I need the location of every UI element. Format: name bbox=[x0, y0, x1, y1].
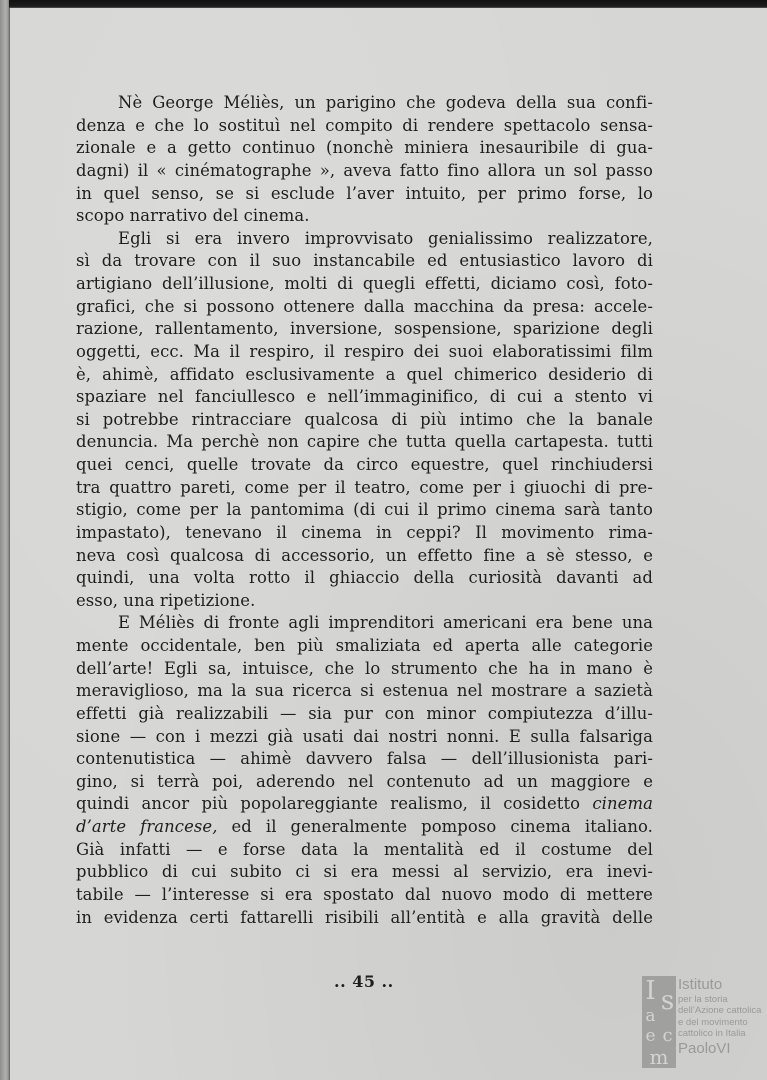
text-line: E Méliès di fronte agli imprenditori americani era bene una bbox=[118, 613, 653, 633]
text-line: mente occidentale, ben più smaliziata ed aperta alle categorie bbox=[76, 636, 653, 655]
paragraph bbox=[76, 612, 653, 929]
text-line: zionale e a getto continuo (nonchè miniera inesauribile di gua- bbox=[76, 138, 653, 158]
text-line: Egli si era invero improvvisato genialissimo realizzatore, bbox=[118, 228, 653, 248]
text-line: pubblico di cui subito ci si era messi al servizio, era inevi- bbox=[76, 862, 653, 882]
text-line: meraviglioso, ma la sua ricerca si estenua nel mostrare a sazietà bbox=[76, 681, 653, 701]
text-line: gino, si terrà poi, aderendo nel contenuto ad un maggiore e bbox=[76, 771, 653, 791]
text-line: effetti già realizzabili — sia pur con minor compiutezza d’illu- bbox=[76, 703, 653, 723]
text-line: quei cenci, quelle trovate da circo equestre, quel rinchiudersi bbox=[76, 455, 653, 474]
logo-letter: c bbox=[662, 1025, 673, 1046]
text-line: scopo narrativo del cinema. bbox=[76, 206, 310, 226]
text-line: denuncia. Ma perchè non capire che tutta quella cartapesta. tutti bbox=[76, 432, 653, 452]
text-line: impastato), tenevano il cinema in ceppi? Il movimento rima- bbox=[76, 522, 653, 542]
isacem-watermark-logo bbox=[642, 976, 767, 1068]
text-fragment: quindi ancor più popolareggiante realismo, il cosidetto bbox=[76, 794, 581, 814]
logo-text-line: dell’Azione cattolica bbox=[678, 1005, 762, 1017]
logo-text-line: e del movimento bbox=[678, 1016, 748, 1028]
text-line: artigiano dell’illusione, molti di quegli effetti, diciamo così, foto- bbox=[76, 274, 653, 293]
italic-term: cinema bbox=[592, 794, 653, 814]
logo-text bbox=[678, 976, 761, 1058]
text-line: spaziare nel fanciullesco e nell’immaginifico, di cui a stento vi bbox=[76, 387, 653, 407]
scan-top-edge bbox=[0, 0, 767, 8]
text-line: in evidenza certi fattarelli risibili all’entità e alla gravità delle bbox=[76, 907, 653, 927]
italic-term: d’arte francese, bbox=[76, 817, 218, 836]
text-line: contenutistica — ahimè davvero falsa — dell’illusionista pari- bbox=[76, 749, 653, 769]
text-line: dagni) il « cinématographe », aveva fatto fino allora un sol passo bbox=[76, 160, 653, 180]
body-text bbox=[76, 92, 653, 929]
logo-letter: I bbox=[645, 976, 656, 1006]
text-line: grafici, che si possono ottenere dalla macchina da presa: accele- bbox=[76, 296, 653, 316]
text-line bbox=[76, 816, 653, 839]
paragraph bbox=[76, 228, 653, 613]
book-binding-edge bbox=[0, 0, 9, 1080]
text-line: oggetti, ecc. Ma il respiro, il respiro dei suoi elaboratissimi film bbox=[76, 341, 653, 361]
text-line bbox=[76, 793, 653, 816]
logo-text-line: cattolico in Italia bbox=[678, 1028, 746, 1040]
text-line: in quel senso, se si esclude l’aver intuito, per primo forse, lo bbox=[76, 183, 653, 203]
text-line: si potrebbe rintracciare qualcosa di più intimo che la banale bbox=[76, 409, 653, 429]
page-number: .. 45 .. bbox=[334, 972, 394, 991]
text-line: quindi, una volta rotto il ghiaccio della curiosità davanti ad bbox=[76, 568, 653, 588]
text-line: Nè George Méliès, un parigino che godeva della sua confi- bbox=[118, 93, 653, 112]
text-line: razione, rallentamento, inversione, sospensione, sparizione degli bbox=[76, 319, 653, 339]
paragraph bbox=[76, 92, 653, 228]
logo-monogram-block bbox=[642, 976, 676, 1068]
text-line: sì da trovare con il suo instancabile ed entusiastico lavoro di bbox=[76, 251, 653, 271]
text-line: è, ahimè, affidato esclusivamente a quel chimerico desiderio di bbox=[76, 364, 653, 384]
logo-letter: s bbox=[660, 986, 675, 1016]
text-line: Già infatti — e forse data la mentalità ed il costume del bbox=[76, 839, 653, 859]
logo-letter: a bbox=[645, 1005, 656, 1026]
text-fragment: ed il generalmente pomposo cinema italiano. bbox=[231, 817, 653, 836]
text-line: denza e che lo sostituì nel compito di rendere spettacolo sensa- bbox=[76, 115, 653, 135]
logo-text-line: per la storia bbox=[678, 994, 728, 1005]
text-line: stigio, come per la pantomima (di cui il primo cinema sarà tanto bbox=[76, 500, 653, 520]
text-line: tabile — l’interesse si era spostato dal nuovo modo di mettere bbox=[76, 884, 653, 904]
logo-text-line: PaoloVI bbox=[678, 1039, 731, 1057]
logo-letter: e bbox=[645, 1025, 656, 1046]
text-line: tra quattro pareti, come per il teatro, come per i giuochi di pre- bbox=[76, 477, 653, 497]
logo-letter: m bbox=[649, 1045, 669, 1069]
binding-shadow-line bbox=[9, 8, 10, 1080]
text-line: esso, una ripetizione. bbox=[76, 590, 256, 610]
text-line: dell’arte! Egli sa, intuisce, che lo strumento che ha in mano è bbox=[76, 658, 653, 678]
text-line: neva così qualcosa di accessorio, un effetto fine a sè stesso, e bbox=[76, 545, 653, 565]
logo-text-line: Istituto bbox=[678, 976, 723, 993]
text-line: sione — con i mezzi già usati dai nostri nonni. E sulla falsariga bbox=[76, 726, 653, 746]
